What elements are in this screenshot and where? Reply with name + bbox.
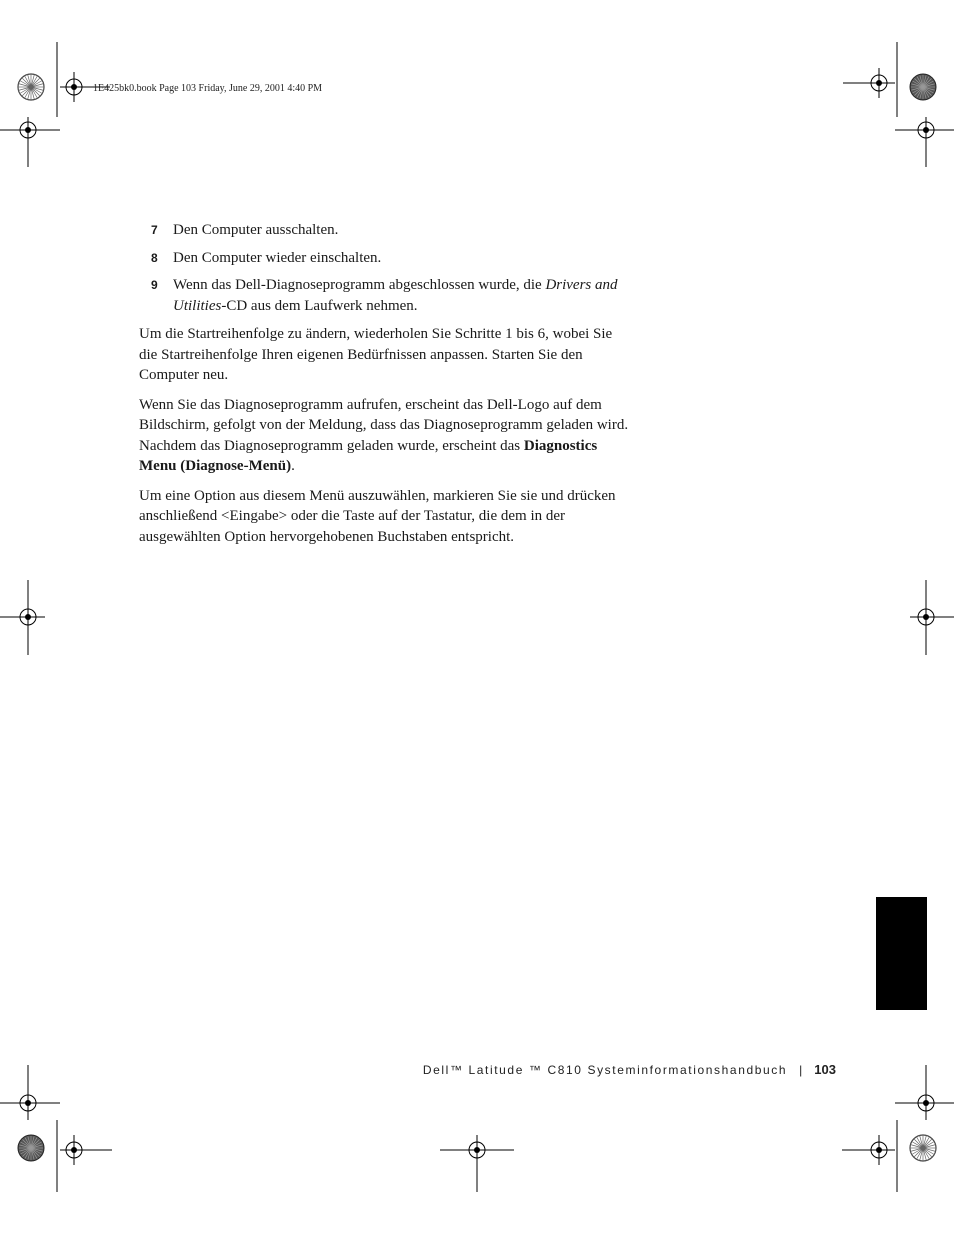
print-slug: 1E425bk0.book Page 103 Friday, June 29, 2001 4:40 PM xyxy=(93,83,323,94)
step-8 xyxy=(139,248,631,269)
paragraph-text-pre: Wenn Sie das Diagnoseprogramm aufrufen, erscheint das Dell-Logo auf dem Bildschirm, gefolgt von der Meldung, dass das Diagnoseprogramm geladen wird. Nachdem das Diagnoseprogramm geladen wurde, erscheint das xyxy=(139,396,629,454)
step-text-pre: Wenn das Dell-Diagnoseprogramm abgeschlossen wurde, die xyxy=(173,277,546,293)
step-number: 8 xyxy=(151,250,158,265)
step-text xyxy=(173,275,631,316)
page-footer xyxy=(423,1062,836,1077)
step-text: Den Computer wieder einschalten. xyxy=(173,249,382,266)
step-text: Den Computer ausschalten. xyxy=(173,222,339,238)
step-9 xyxy=(139,275,631,316)
paragraph-boot-order: Um die Startreihenfolge zu ändern, wiederholen Sie Schritte 1 bis 6, wobei Sie die Startreihenfolge Ihren eigenen Bedürfnissen anpassen. Starten Sie den Computer neu. xyxy=(139,326,613,383)
footer-title: Dell™ Latitude ™ C810 Systeminformationshandbuch xyxy=(422,1062,788,1077)
step-text-post: -CD aus dem Laufwerk nehmen. xyxy=(221,297,418,314)
step-number: 9 xyxy=(151,278,158,292)
cd-title: Drivers and Utilities xyxy=(173,277,618,314)
step-number: 7 xyxy=(151,223,158,237)
thumb-tab xyxy=(876,897,927,1010)
paragraph-text-post: . xyxy=(291,458,295,474)
step-7 xyxy=(139,220,631,241)
diagnostics-menu-name: Diagnostics Menu (Diagnose-Menü) xyxy=(139,437,598,474)
paragraph-diagnostics xyxy=(139,395,631,477)
paragraph-select-option: Um eine Option aus diesem Menü auszuwählen, markieren Sie sie und drücken anschließend <Eingabe> oder die Taste auf der Tastatur, die dem in der ausgewählten Option hervorgehobenen Buchstaben entspricht. xyxy=(139,487,616,545)
page-number: 103 xyxy=(814,1062,836,1077)
footer-separator: | xyxy=(799,1062,803,1077)
page-content xyxy=(139,220,631,556)
